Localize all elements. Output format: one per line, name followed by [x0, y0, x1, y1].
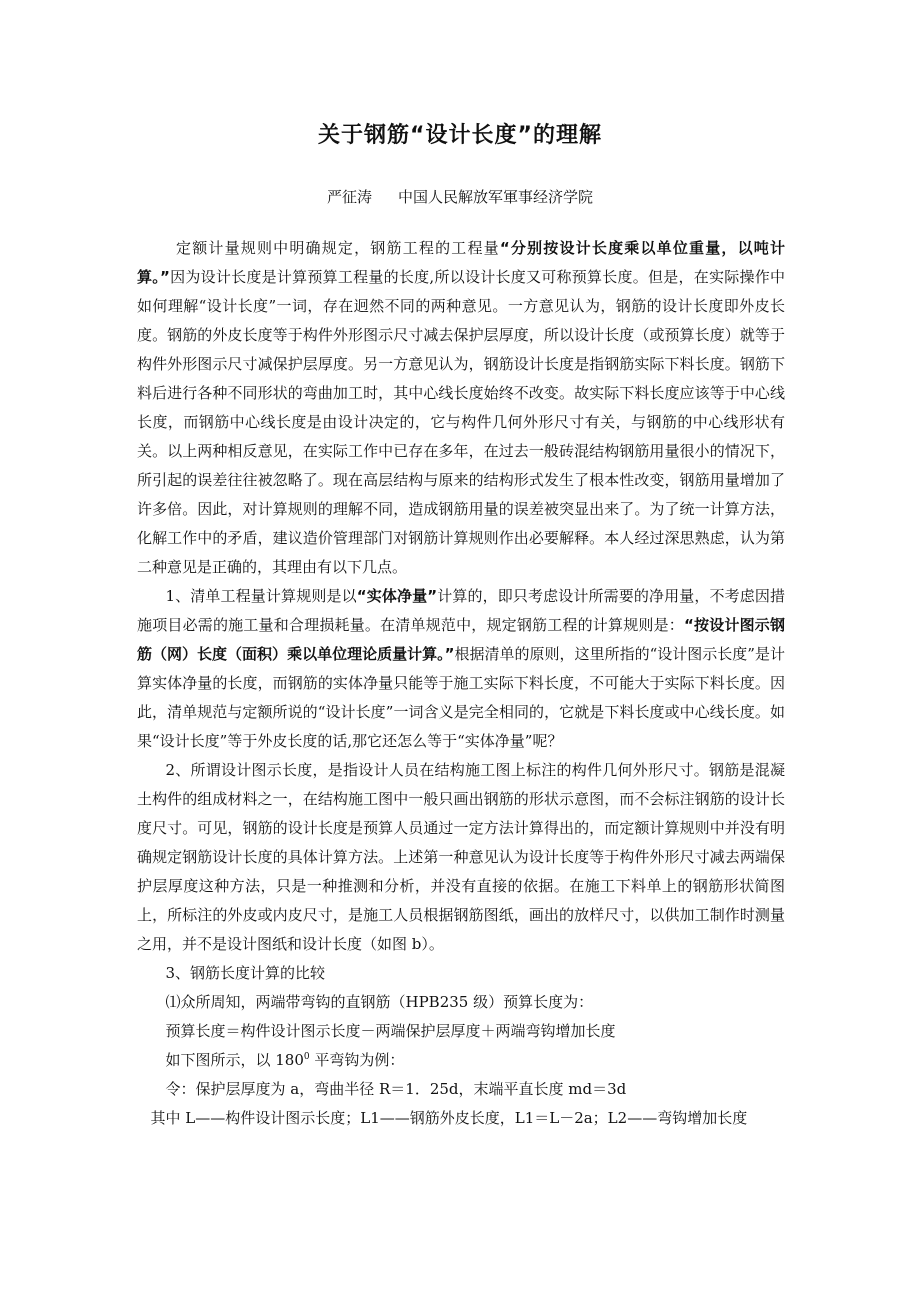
intro-text-a: 定额计量规则中明确规定，钢筋工程的工程量	[176, 239, 500, 257]
point-3-sub-1: ⑴众所周知，两端带弯钩的直钢筋（HPB235 级）预算长度为：	[165, 993, 594, 1011]
intro-quote-bold: “分别按设计长度乘以单位重量，以吨计算。”	[137, 239, 785, 286]
article-body	[137, 234, 785, 1133]
intro-paragraph	[137, 234, 785, 582]
where-definition: 其中 L——构件设计图示长度；L1——钢筋外皮长度，L1＝L－2a；L2——弯钩增加长度	[150, 1109, 748, 1127]
intro-text-c: 因为设计长度是计算预算工程量的长度,所以设计长度又可称预算长度。但是，在实际操作中如何理解“设计长度”一词，存在迥然不同的两种意见。一方意见认为，钢筋的设计长度即外皮长度。钢筋的外皮长度等于构件外形图示尺寸减去保护层厚度，所以设计长度（或预算长度）就等于构件外形图示尺寸减保护层厚度。另一方意见认为，钢筋设计长度是指钢筋实际下料长度。钢筋下料后进行各种不同形状的弯曲加工时，其中心线长度始终不改变。故实际下料长度应该等于中心线长度，而钢筋中心线长度是由设计决定的，它与构件几何外形尺寸有关，与钢筋的中心线形状有关。以上两种相反意见，在实际工作中已存在多年，在过去一般砖混结构钢筋用量很小的情况下，所引起的误差往往被忽略了。现在高层结构与原来的结构形式发生了根本性改变，钢筋用量增加了许多倍。因此，对计算规则的理解不同，造成钢筋用量的误差被突显出来了。为了统一计算方法，化解工作中的矛盾，建议造价管理部门对钢筋计算规则作出必要解释。本人经过深思熟虑，认为第二种意见是正确的，其理由有以下几点。	[137, 268, 786, 576]
degree-superscript: 0	[303, 1052, 310, 1062]
author-affiliation: 中国人民解放军軍事经济学院	[398, 188, 594, 206]
point-3-heading: 3、钢筋长度计算的比较	[165, 964, 326, 982]
byline	[0, 186, 920, 207]
point-1-term-bold: “实体净量”	[356, 587, 438, 605]
point-1-text-c: 计算的，即只考虑设计所需要的净用量，不考虑因措施项目必需的施工量和合理损耗量。在清单规范中，规定钢筋工程的计算规则是：	[137, 587, 785, 634]
author-name: 严征涛	[326, 188, 372, 206]
point-1-text-a: 1、清单工程量计算规则是以	[165, 587, 357, 605]
point-1-text-e: 根据清单的原则，这里所指的“设计图示长度”是计算实体净量的长度，而钢筋的实体净量只能等于施工实际下料长度，不可能大于实际下料长度。因此，清单规范与定额所说的“设计长度”一词含义是完全相同的，它就是下料长度或中心线长度。如果“设计长度”等于外皮长度的话,那它还怎么等于“实体净量”呢？	[137, 645, 785, 750]
point-1-quote-bold: “按设计图示钢筋（网）长度（面积）乘以单位理论质量计算。”	[137, 616, 785, 663]
point-1-paragraph	[137, 582, 785, 756]
page-title: 关于钢筋“设计长度”的理解	[318, 123, 602, 148]
figure-intro-b: 平弯钩为例：	[309, 1051, 405, 1069]
figure-intro	[137, 1046, 785, 1075]
point-2-paragraph: 2、所谓设计图示长度，是指设计人员在结构施工图上标注的构件几何外形尺寸。钢筋是混凝土构件的组成材料之一，在结构施工图中一般只画出钢筋的形状示意图，而不会标注钢筋的设计长度尺寸。可见，钢筋的设计长度是预算人员通过一定方法计算得出的，而定额计算规则中并没有明确规定钢筋设计长度的具体计算方法。上述第一种意见认为设计长度等于构件外形尺寸减去两端保护层厚度这种方法，只是一种推测和分析，并没有直接的依据。在施工下料单上的钢筋形状简图上，所标注的外皮或内皮尺寸，是施工人员根据钢筋图纸，画出的放样尺寸，以供加工制作时测量之用，并不是设计图纸和设计长度（如图 b）。	[137, 761, 785, 953]
figure-intro-a: 如下图所示，以 180	[165, 1051, 304, 1069]
let-definition: 令：保护层厚度为 a，弯曲半径 R＝1．25d，末端平直长度 md＝3d	[165, 1080, 627, 1098]
budget-length-formula: 预算长度＝构件设计图示长度－两端保护层厚度＋两端弯钩增加长度	[165, 1022, 616, 1040]
